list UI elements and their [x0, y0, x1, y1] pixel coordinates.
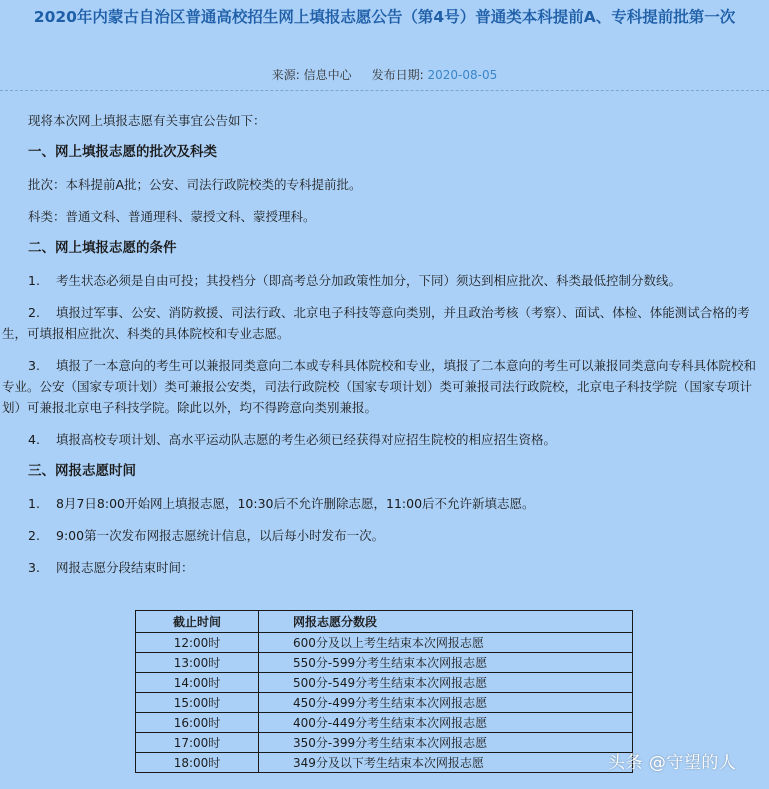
deadline-cell: 14:00时	[136, 673, 259, 693]
date-label: 发布日期:	[371, 68, 428, 82]
watermark: 头条 @守望的人	[608, 753, 737, 773]
list-item: 2. 填报过军事、公安、消防救援、司法行政、北京电子科技等意向类别，并且政治考核（考察）、面试、体检、体能测试合格的考生，可填报相应批次、科类的具体院校和专业志愿。	[2, 305, 750, 341]
score-range-cell: 350分-399分考生结束本次网报志愿	[259, 733, 633, 753]
score-range-cell: 600分及以上考生结束本次网报志愿	[259, 633, 633, 653]
table-row	[136, 713, 633, 733]
list-item: 3. 网报志愿分段结束时间：	[28, 560, 194, 575]
deadline-cell: 16:00时	[136, 713, 259, 733]
score-range-cell: 349分及以下考生结束本次网报志愿	[259, 753, 633, 773]
deadline-cell: 13:00时	[136, 653, 259, 673]
category-paragraph: 科类：普通文科、普通理科、蒙授文科、蒙授理科。	[28, 209, 316, 224]
table-row	[136, 633, 633, 653]
source-label: 来源: 信息中心	[271, 68, 352, 82]
list-item: 2. 9:00第一次发布网报志愿统计信息，以后每小时发布一次。	[28, 528, 385, 543]
deadline-cell: 18:00时	[136, 753, 259, 773]
column-header: 截止时间	[136, 611, 259, 633]
article-body	[0, 110, 769, 589]
deadline-cell: 12:00时	[136, 633, 259, 653]
divider	[0, 90, 769, 91]
list-item: 3. 填报了一本意向的考生可以兼报同类意向二本或专科具体院校和专业，填报了二本意向的考生可以兼报同类意向专科具体院校和专业。公安（国家专项计划）类可兼报公安类，司法行政院校（国家专项计划）类可兼报司法行政院校，北京电子科技学院（国家专项计划）可兼报北京电子科技学院。除此以外，均不得跨意向类别兼报。	[2, 358, 757, 415]
score-range-cell: 500分-549分考生结束本次网报志愿	[259, 673, 633, 693]
score-range-cell: 400分-449分考生结束本次网报志愿	[259, 713, 633, 733]
table-row	[136, 693, 633, 713]
intro-paragraph: 现将本次网上填报志愿有关事宜公告如下：	[28, 113, 266, 128]
list-item: 1. 8月7日8:00开始网上填报志愿，10:30后不允许删除志愿，11:00后不允许新填志愿。	[28, 496, 535, 511]
publish-date: 2020-08-05	[427, 68, 498, 82]
score-range-cell: 450分-499分考生结束本次网报志愿	[259, 693, 633, 713]
deadline-cell: 15:00时	[136, 693, 259, 713]
deadline-table	[135, 610, 633, 773]
page-title: 2020年内蒙古自治区普通高校招生网上填报志愿公告（第4号）普通类本科提前A、专科提前批第一次	[33, 8, 736, 26]
section-heading: 二、网上填报志愿的条件	[28, 240, 177, 256]
table-row	[136, 673, 633, 693]
list-item: 1. 考生状态必须是自由可投；其投档分（即高考总分加政策性加分，下同）须达到相应批次、科类最低控制分数线。	[28, 273, 682, 288]
table-row	[136, 653, 633, 673]
section-heading: 一、网上填报志愿的批次及科类	[28, 144, 217, 160]
deadline-cell: 17:00时	[136, 733, 259, 753]
list-item: 4. 填报高校专项计划、高水平运动队志愿的考生必须已经获得对应招生院校的相应招生资格。	[28, 432, 557, 447]
table-row	[136, 753, 633, 773]
table-row	[136, 733, 633, 753]
table-header-row	[136, 611, 633, 633]
column-header: 网报志愿分数段	[259, 611, 633, 633]
score-range-cell: 550分-599分考生结束本次网报志愿	[259, 653, 633, 673]
batch-paragraph: 批次：本科提前A批；公安、司法行政院校类的专科提前批。	[28, 177, 362, 192]
section-heading: 三、网报志愿时间	[28, 463, 136, 479]
article-meta	[0, 66, 769, 83]
